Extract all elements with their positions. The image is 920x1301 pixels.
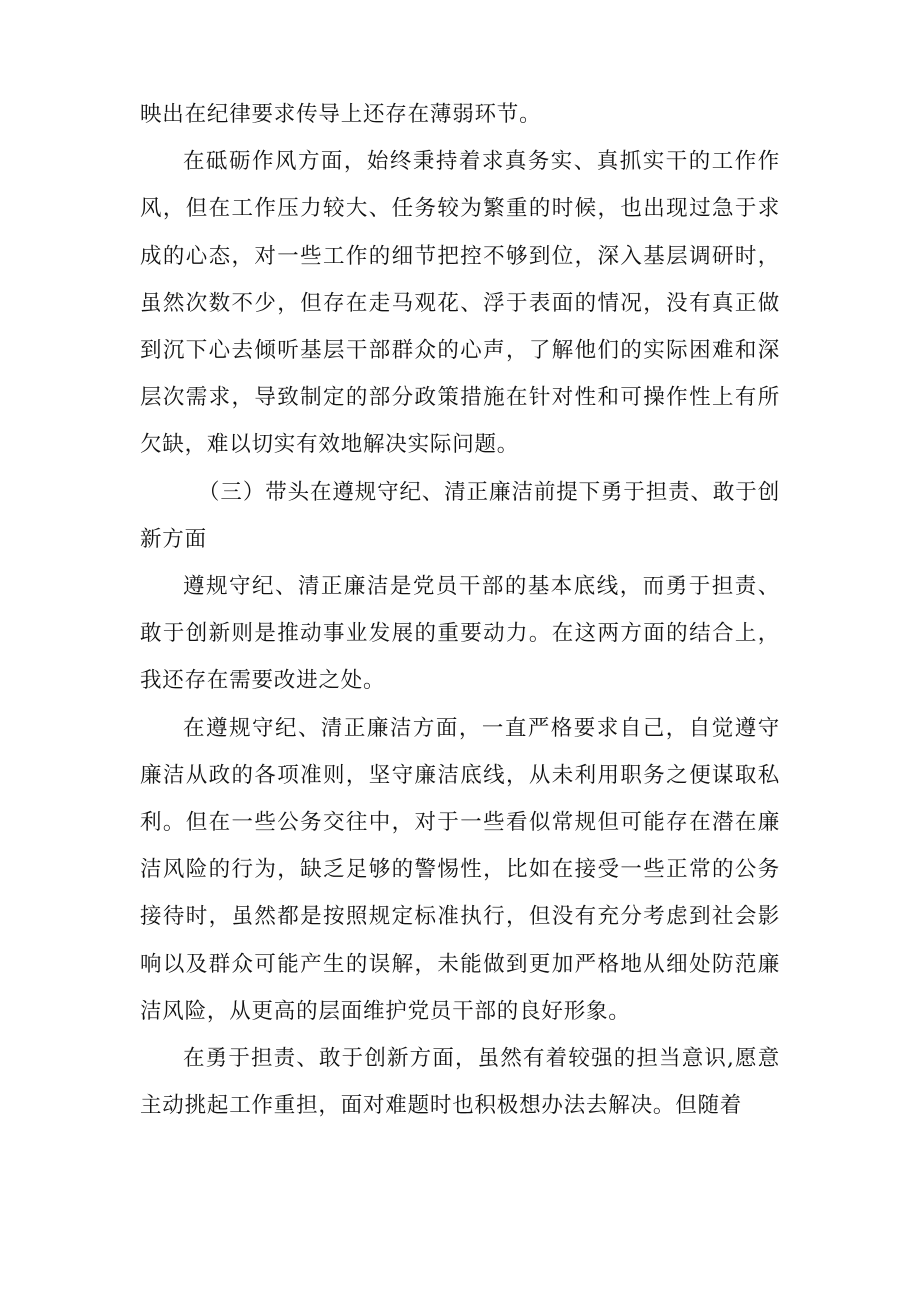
section-heading: （三）带头在遵规守纪、清正廉洁前提下勇于担责、敢于创新方面: [140, 479, 780, 552]
paragraph-innovation: 在勇于担责、敢于创新方面，虽然有着较强的担当意识,愿意主动挑起工作重担，面对难题时也积极想办法去解决。但随着: [140, 1046, 780, 1119]
paragraph-continued: 映出在纪律要求传导上还存在薄弱环节。: [140, 102, 542, 127]
paragraph-discipline-intro: 遵规守纪、清正廉洁是党员干部的基本底线，而勇于担责、敢于创新则是推动事业发展的重要动力。在这两方面的结合上，我还存在需要改进之处。: [140, 574, 780, 694]
body-text: [140, 91, 780, 1129]
paragraph-work-style: 在砥砺作风方面，始终秉持着求真务实、真抓实干的工作作风，但在工作压力较大、任务较为繁重的时候，也出现过急于求成的心态，对一些工作的细节把控不够到位，深入基层调研时，虽然次数不少，但存在走马观花、浮于表面的情况，没有真正做到沉下心去倾听基层干部群众的心声，了解他们的实际困难和深层次需求，导致制定的部分政策措施在针对性和可操作性上有所欠缺，难以切实有效地解决实际问题。: [140, 149, 780, 458]
paragraph-integrity: 在遵规守纪、清正廉洁方面，一直严格要求自己，自觉遵守廉洁从政的各项准则，坚守廉洁底线，从未利用职务之便谋取私利。但在一些公务交往中，对于一些看似常规但可能存在潜在廉洁风险的行为，缺乏足够的警惕性，比如在接受一些正常的公务接待时，虽然都是按照规定标准执行，但没有充分考虑到社会影响以及群众可能产生的误解，未能做到更加严格地从细处防范廉洁风险，从更高的层面维护党员干部的良好形象。: [140, 715, 780, 1024]
